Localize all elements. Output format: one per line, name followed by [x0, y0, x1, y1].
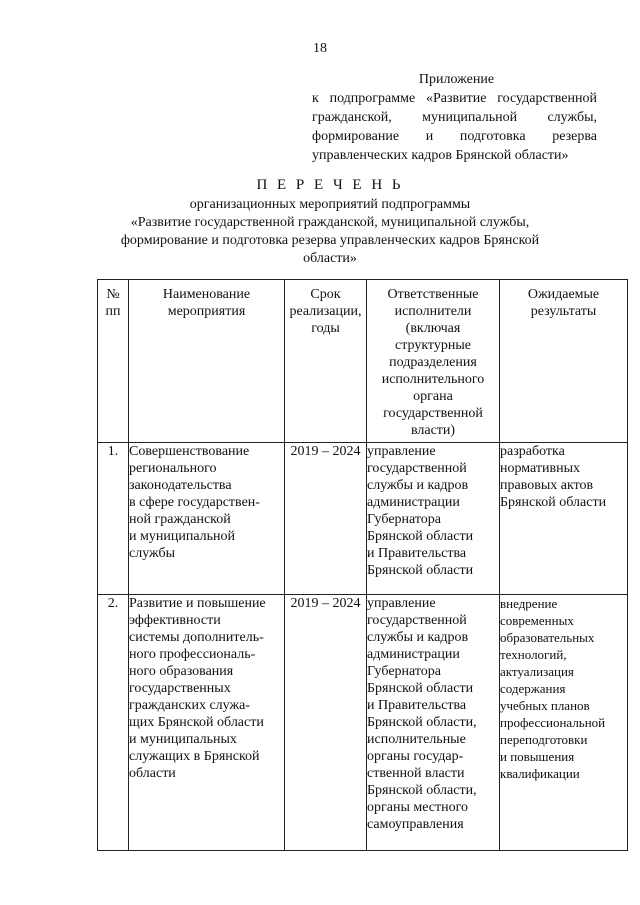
cell-line: пп: [105, 304, 121, 319]
cell-line: и Правительства: [367, 698, 467, 713]
table-row: [98, 595, 628, 851]
row-result: [500, 443, 628, 595]
cell-line: актуализация: [500, 664, 574, 679]
cell-line: исполнители: [394, 304, 472, 319]
cell-line: подразделения: [389, 355, 477, 370]
document-subtitle-line: «Развитие государственной гражданской, муниципальной службы,: [130, 215, 530, 230]
cell-line: гражданских служа-: [129, 698, 251, 713]
cell-line: содержания: [500, 681, 566, 696]
cell-line: ной гражданской: [129, 512, 231, 527]
cell-line: эффективности: [129, 613, 221, 628]
cell-line: управление: [367, 596, 436, 611]
cell-line: Брянской области,: [367, 783, 477, 798]
cell-line: технологий,: [500, 647, 567, 662]
cell-line: №: [106, 287, 120, 302]
cell-line: государственных: [129, 681, 231, 696]
cell-line: службы и кадров: [367, 630, 469, 645]
row-responsible: [367, 595, 500, 851]
cell-line: Развитие и повышение: [129, 596, 266, 611]
header-result: [500, 280, 628, 443]
cell-line: органа: [413, 389, 453, 404]
cell-line: Наименование: [162, 287, 251, 302]
document-subtitle-line: организационных мероприятий подпрограммы: [189, 197, 471, 212]
cell-line: ственной власти: [367, 766, 465, 781]
cell-line: ного профессиональ-: [129, 647, 256, 662]
cell-line: администрации: [367, 647, 460, 662]
row-number: 1.: [98, 443, 129, 595]
cell-line: государственной: [367, 461, 467, 476]
cell-line: государственной: [383, 406, 483, 421]
cell-line: внедрение: [500, 596, 558, 611]
cell-line: Брянской области: [367, 563, 474, 578]
cell-line: Брянской области: [500, 495, 607, 510]
page-number: 18: [313, 41, 327, 56]
appendix-line: формирование и подготовка резерва: [312, 129, 597, 144]
cell-line: переподготовки: [500, 732, 588, 747]
appendix-block: [312, 70, 597, 165]
cell-line: Губернатора: [367, 512, 442, 527]
measures-table: [97, 279, 628, 851]
cell-line: службы: [129, 546, 176, 561]
document-subtitle-line: формирование и подготовка резерва управленческих кадров Брянской: [120, 233, 540, 248]
cell-line: службы и кадров: [367, 478, 469, 493]
cell-line: регионального: [129, 461, 217, 476]
cell-line: разработка: [500, 444, 565, 459]
table-header-row: [98, 280, 628, 443]
cell-line: служащих в Брянской: [129, 749, 260, 764]
cell-line: в сфере государствен-: [129, 495, 260, 510]
row-name: [129, 595, 285, 851]
cell-line: исполнительного: [381, 372, 485, 387]
cell-line: Ответственные: [387, 287, 479, 302]
document-title: П Е Р Е Ч Е Н Ь: [256, 177, 404, 193]
cell-line: администрации: [367, 495, 460, 510]
appendix-line: гражданской, муниципальной службы,: [312, 110, 597, 125]
cell-line: самоуправления: [367, 817, 464, 832]
cell-line: Брянской области: [367, 681, 474, 696]
cell-line: органы местного: [367, 800, 468, 815]
cell-line: и муниципальной: [129, 529, 236, 544]
header-name: [129, 280, 285, 443]
document-subtitle-line: области»: [303, 251, 357, 266]
cell-line: Губернатора: [367, 664, 442, 679]
cell-line: правовых актов: [500, 478, 594, 493]
cell-line: реализации,: [289, 304, 362, 319]
cell-line: (включая: [405, 321, 461, 336]
cell-line: и повышения: [500, 749, 575, 764]
cell-line: Брянской области,: [367, 715, 477, 730]
cell-line: Срок: [310, 287, 341, 302]
appendix-line: к подпрограмме «Развитие государственной: [312, 91, 597, 106]
row-result: [500, 595, 628, 851]
row-term: 2019 – 2024: [285, 595, 367, 851]
cell-line: годы: [311, 321, 340, 336]
appendix-heading: Приложение: [418, 72, 495, 87]
header-term: [285, 280, 367, 443]
cell-line: ного образования: [129, 664, 234, 679]
cell-line: структурные: [395, 338, 471, 353]
cell-line: современных: [500, 613, 574, 628]
cell-line: щих Брянской области: [129, 715, 264, 730]
header-responsible: [367, 280, 500, 443]
cell-line: и муниципальных: [129, 732, 237, 747]
cell-line: законодательства: [129, 478, 232, 493]
cell-line: исполнительные: [367, 732, 466, 747]
row-term: 2019 – 2024: [285, 443, 367, 595]
cell-line: управление: [367, 444, 436, 459]
cell-line: государственной: [367, 613, 467, 628]
cell-line: области: [129, 766, 176, 781]
document-title-block: [100, 176, 560, 268]
header-num: [98, 280, 129, 443]
cell-line: системы дополнитель-: [129, 630, 264, 645]
appendix-line: управленческих кадров Брянской области»: [312, 148, 569, 163]
cell-line: результаты: [530, 304, 597, 319]
row-responsible: [367, 443, 500, 595]
cell-line: Совершенствование: [129, 444, 250, 459]
cell-line: квалификации: [500, 766, 580, 781]
table-row: [98, 443, 628, 595]
cell-line: Брянской области: [367, 529, 474, 544]
row-number: 2.: [98, 595, 129, 851]
cell-line: власти): [410, 423, 456, 438]
cell-line: органы государ-: [367, 749, 464, 764]
row-name: [129, 443, 285, 595]
cell-line: образовательных: [500, 630, 595, 645]
cell-line: учебных планов: [500, 698, 590, 713]
cell-line: профессиональной: [500, 715, 606, 730]
cell-line: мероприятия: [167, 304, 246, 319]
cell-line: нормативных: [500, 461, 581, 476]
cell-line: и Правительства: [367, 546, 467, 561]
cell-line: Ожидаемые: [527, 287, 600, 302]
